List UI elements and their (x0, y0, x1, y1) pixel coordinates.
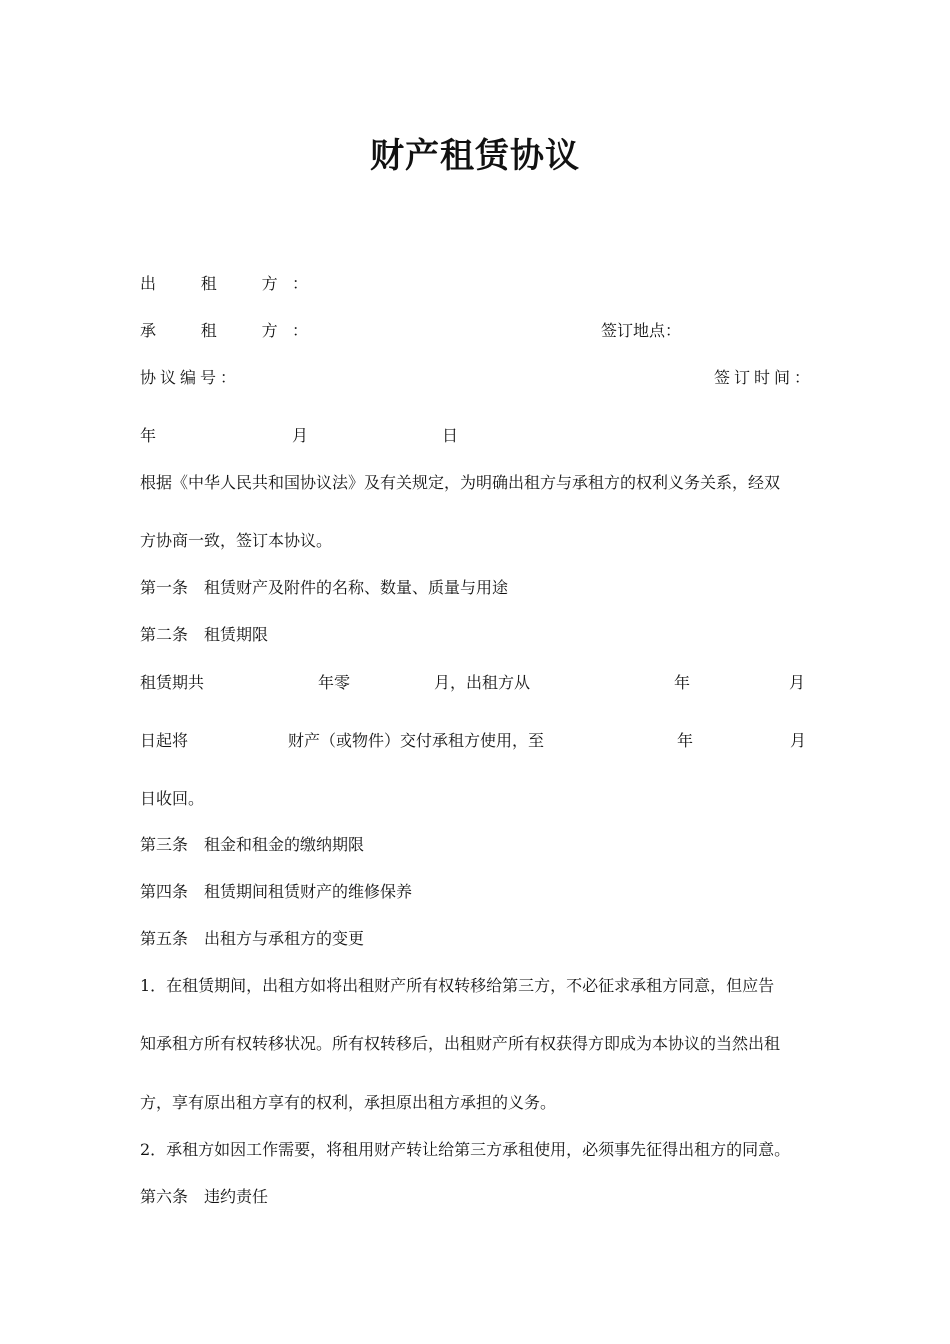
contract-no-label: 协议编号： (140, 368, 241, 387)
term-text: 年零 (318, 673, 351, 692)
article-2-heading: 第二条 租赁期限 (140, 625, 269, 644)
article-4-heading: 第四条 租赁期间租赁财产的维修保养 (140, 882, 413, 901)
term-text: 租赁期共 (140, 673, 205, 692)
date-month: 月 (292, 426, 309, 445)
term-text: 年 (677, 731, 694, 750)
article-3-heading: 第三条 租金和租金的缴纳期限 (140, 835, 365, 854)
preamble-line-2: 方协商一致，签订本协议。 (140, 531, 333, 550)
article-6-heading: 第六条 违约责任 (140, 1187, 269, 1206)
preamble-line-1: 根据《中华人民共和国协议法》及有关规定，为明确出租方与承租方的权利义务关系，经双 (140, 473, 781, 492)
sign-time-label: 签订时间： (714, 368, 815, 387)
date-year: 年 (140, 426, 157, 445)
clause-2: 2．承租方如因工作需要，将租用财产转让给第三方承租使用，必须事先征得出租方的同意。 (140, 1140, 791, 1159)
term-text: 月，出租方从 (434, 673, 531, 692)
term-text: 月 (790, 731, 807, 750)
term-text: 月 (789, 673, 806, 692)
lessor-label: 出 租 方： (140, 274, 323, 293)
article-1-heading: 第一条 租赁财产及附件的名称、数量、质量与用途 (140, 578, 509, 597)
clause-1-line-1: 1．在租赁期间，出租方如将出租财产所有权转移给第三方，不必征求承租方同意，但应告 (140, 976, 775, 995)
date-day: 日 (442, 426, 459, 445)
term-text: 年 (674, 673, 691, 692)
term-text: 日起将 (140, 731, 189, 750)
term-text: 财产（或物件）交付承租方使用，至 (288, 731, 545, 750)
document-title: 财产租赁协议 (370, 136, 580, 176)
clause-1-line-3: 方，享有原出租方享有的权利，承担原出租方承担的义务。 (140, 1093, 557, 1112)
sign-place-label: 签订地点： (601, 321, 682, 340)
clause-1-line-2: 知承租方所有权转移状况。所有权转移后，出租财产所有权获得方即成为本协议的当然出租 (140, 1034, 781, 1053)
term-text: 日收回。 (140, 789, 205, 808)
article-5-heading: 第五条 出租方与承租方的变更 (140, 929, 365, 948)
lessee-label: 承 租 方： (140, 321, 323, 340)
